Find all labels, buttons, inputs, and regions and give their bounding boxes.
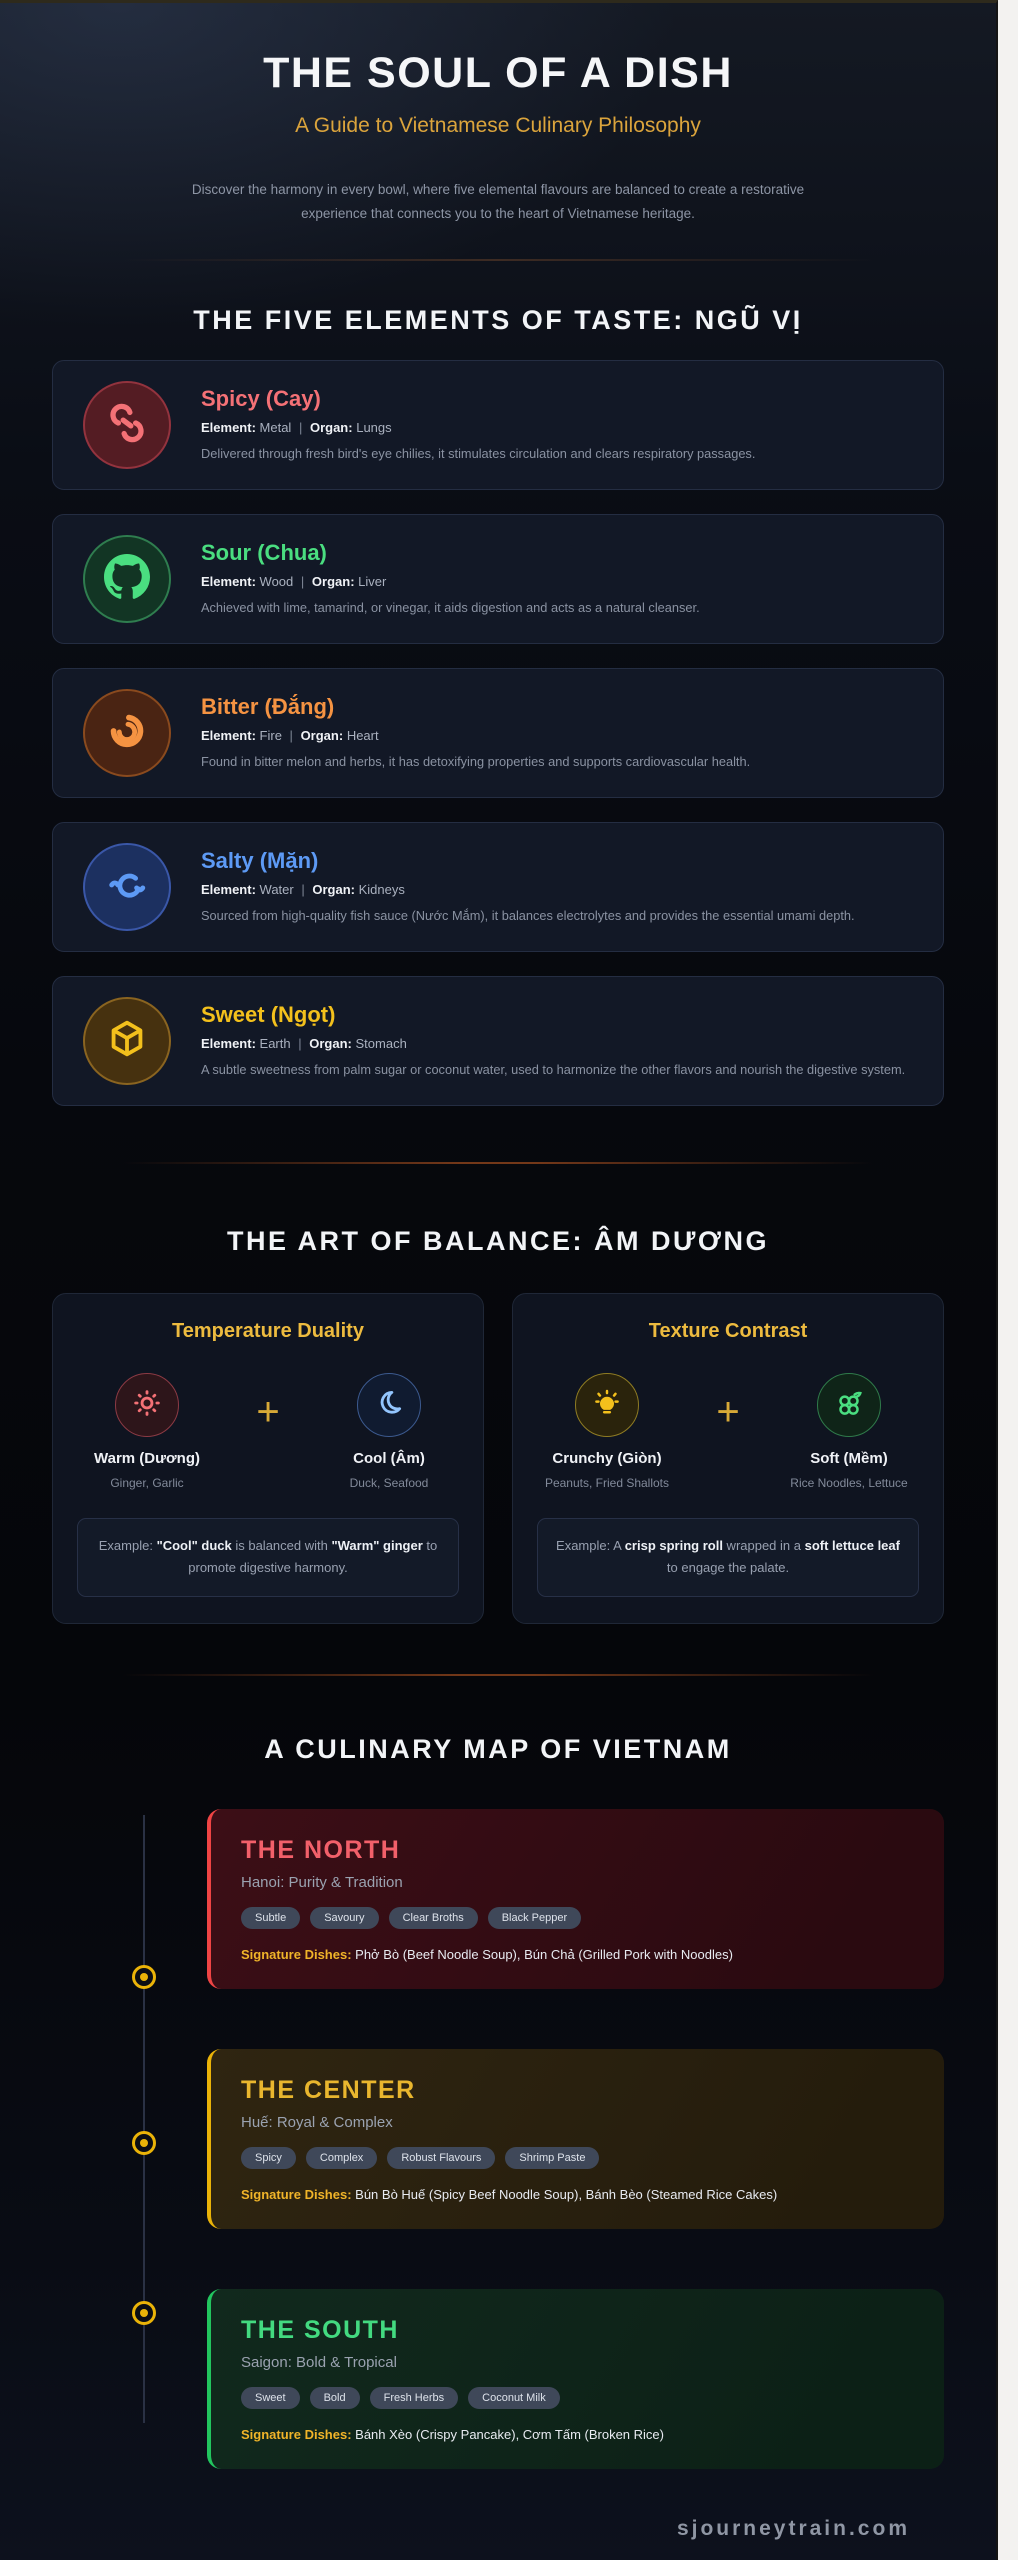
element-description: A subtle sweetness from palm sugar or coconut water, used to harmonize the other flavors and nourish the digestive system.	[201, 1062, 906, 1078]
element-name: Spicy (Cay)	[201, 386, 321, 412]
element-card-bitter	[52, 668, 944, 798]
sun-icon	[130, 1386, 164, 1425]
example-text: Example: A	[556, 1537, 625, 1553]
example-text: wrapped in a	[722, 1537, 805, 1553]
signature-dishes	[241, 2427, 914, 2442]
meta-separator: |	[298, 1036, 302, 1052]
element-name: Salty (Mặn)	[201, 848, 319, 874]
timeline-line	[143, 1815, 145, 2423]
balance-section	[52, 1226, 944, 1624]
warm-side	[81, 1373, 213, 1491]
example-bold: soft lettuce leaf	[804, 1537, 900, 1553]
sweet-badge	[83, 997, 171, 1085]
tag: Spicy	[241, 2147, 296, 2169]
organ-value: Heart	[346, 728, 379, 744]
meta-separator: |	[300, 574, 305, 590]
section-divider	[122, 1162, 874, 1164]
element-card-salty	[52, 822, 944, 952]
bitter-badge	[83, 689, 171, 777]
element-value: Wood	[259, 574, 294, 590]
cool-side	[323, 1373, 455, 1491]
tag: Shrimp Paste	[505, 2147, 599, 2169]
organ-label: Organ:	[300, 728, 344, 744]
soft-label: Soft (Mềm)	[810, 1450, 888, 1468]
element-meta	[201, 1036, 905, 1051]
moon-icon	[372, 1386, 406, 1425]
signature-dishes	[241, 1947, 914, 1962]
cool-sub: Duck, Seafood	[349, 1475, 429, 1490]
region-name: THE NORTH	[241, 1836, 401, 1865]
organ-label: Organ:	[309, 420, 353, 436]
salty-badge	[83, 843, 171, 931]
timeline-marker-center	[132, 2131, 156, 2155]
wave-icon	[104, 862, 150, 913]
crunchy-label: Crunchy (Giòn)	[552, 1450, 662, 1468]
element-label: Element:	[201, 574, 256, 590]
tag: Sweet	[241, 2387, 300, 2409]
signature-label: Signature Dishes:	[241, 2427, 352, 2443]
element-meta	[201, 728, 750, 743]
spicy-badge	[83, 381, 171, 469]
tag: Complex	[306, 2147, 377, 2169]
signature-value: Bún Bò Huế (Spicy Beef Noodle Soup), Bánh Bèo (Steamed Rice Cakes)	[355, 2187, 778, 2203]
balance-card-title: Texture Contrast	[648, 1320, 808, 1343]
region-tags	[241, 2387, 914, 2409]
meta-separator: |	[289, 728, 293, 744]
region-card-north	[207, 1809, 944, 1989]
tag: Coconut Milk	[468, 2387, 560, 2409]
example-text: to promote digestive harmony.	[188, 1537, 438, 1576]
organ-value: Liver	[358, 574, 387, 590]
region-name: THE CENTER	[241, 2076, 416, 2105]
hero-section	[52, 3, 944, 225]
temperature-duality-card	[52, 1293, 484, 1624]
texture-contrast-card	[512, 1293, 944, 1624]
timeline-marker-south	[132, 2301, 156, 2325]
example-bold: "Warm" ginger	[331, 1537, 423, 1553]
region-timeline	[52, 1809, 944, 2469]
element-label: Element:	[201, 1036, 256, 1052]
element-name: Sweet (Ngọt)	[201, 1002, 336, 1028]
organ-label: Organ:	[312, 882, 355, 898]
culinary-map-section	[52, 1734, 944, 2541]
region-subtitle: Huế: Royal & Complex	[241, 2114, 393, 2132]
timeline-marker-north	[132, 1965, 156, 1989]
element-name: Bitter (Đắng)	[201, 694, 335, 720]
cube-icon	[104, 1016, 150, 1067]
lightbulb-rays-icon	[590, 1386, 624, 1425]
region-card-center	[207, 2049, 944, 2229]
five-elements-section	[52, 305, 944, 1106]
soft-circle	[817, 1373, 881, 1437]
element-label: Element:	[201, 420, 256, 436]
region-subtitle: Hanoi: Purity & Tradition	[241, 1874, 403, 1892]
region-tags	[241, 1907, 914, 1929]
berries-icon	[832, 1386, 866, 1425]
section-divider	[122, 259, 874, 261]
signature-label: Signature Dishes:	[241, 2187, 352, 2203]
element-value: Water	[259, 882, 294, 898]
section-divider	[122, 1674, 874, 1676]
swirl-icon	[104, 708, 150, 759]
region-subtitle: Saigon: Bold & Tropical	[241, 2354, 397, 2372]
signature-value: Bánh Xèo (Crispy Pancake), Cơm Tấm (Broken Rice)	[355, 2427, 664, 2443]
tag: Clear Broths	[389, 1907, 478, 1929]
element-label: Element:	[201, 882, 256, 898]
texture-example	[537, 1518, 919, 1598]
example-text: is balanced with	[231, 1537, 332, 1553]
element-value: Fire	[259, 728, 282, 744]
element-description: Achieved with lime, tamarind, or vinegar, it aids digestion and acts as a natural cleanser.	[201, 600, 700, 616]
element-value: Earth	[259, 1036, 291, 1052]
example-text: to engage the palate.	[666, 1560, 790, 1576]
element-meta	[201, 882, 855, 897]
element-card-sweet	[52, 976, 944, 1106]
five-elements-heading: THE FIVE ELEMENTS OF TASTE: NGŨ VỊ	[193, 305, 803, 336]
organ-label: Organ:	[309, 1036, 352, 1052]
plus-sign: +	[716, 1389, 740, 1434]
element-label: Element:	[201, 728, 256, 744]
balance-card-title: Temperature Duality	[172, 1320, 364, 1343]
example-bold: "Cool" duck	[156, 1537, 232, 1553]
region-tags	[241, 2147, 914, 2169]
tag: Bold	[310, 2387, 360, 2409]
sour-badge	[83, 535, 171, 623]
tag: Subtle	[241, 1907, 300, 1929]
cool-label: Cool (Âm)	[353, 1450, 425, 1468]
watermark: sjourneytrain.com	[676, 2517, 910, 2541]
soft-sub: Rice Noodles, Lettuce	[790, 1475, 908, 1490]
culinary-map-heading: A CULINARY MAP OF VIETNAM	[264, 1734, 732, 1765]
tag: Fresh Herbs	[370, 2387, 459, 2409]
element-card-spicy	[52, 360, 944, 490]
plus-sign: +	[256, 1389, 280, 1434]
page-subtitle: A Guide to Vietnamese Culinary Philosophy	[295, 114, 701, 137]
element-value: Metal	[259, 420, 292, 436]
crunchy-circle	[575, 1373, 639, 1437]
signature-value: Phở Bò (Beef Noodle Soup), Bún Chả (Grilled Pork with Noodles)	[355, 1947, 733, 1963]
octocat-lime-icon	[104, 554, 150, 605]
temperature-example	[77, 1518, 459, 1598]
page-title: THE SOUL OF A DISH	[263, 49, 733, 97]
meta-separator: |	[301, 882, 305, 898]
soft-side	[783, 1373, 915, 1491]
warm-label: Warm (Dương)	[94, 1450, 200, 1468]
element-meta	[201, 574, 700, 589]
organ-value: Stomach	[355, 1036, 407, 1052]
organ-label: Organ:	[311, 574, 355, 590]
balance-heading: THE ART OF BALANCE: ÂM DƯƠNG	[227, 1226, 769, 1257]
example-bold: crisp spring roll	[624, 1537, 723, 1553]
region-name: THE SOUTH	[241, 2316, 399, 2345]
element-description: Sourced from high-quality fish sauce (Nước Mắm), it balances electrolytes and provides the essential umami depth.	[201, 908, 855, 924]
element-description: Delivered through fresh bird's eye chilies, it stimulates circulation and clears respiratory passages.	[201, 446, 756, 462]
element-name: Sour (Chua)	[201, 540, 327, 566]
tag: Robust Flavours	[387, 2147, 495, 2169]
warm-circle	[115, 1373, 179, 1437]
element-description: Found in bitter melon and herbs, it has detoxifying properties and supports cardiovascular health.	[201, 754, 751, 770]
region-card-south	[207, 2289, 944, 2469]
element-card-sour	[52, 514, 944, 644]
intro-paragraph: Discover the harmony in every bowl, where five elemental flavours are balanced to create a restorative experience that connects you to the heart of Vietnamese heritage.	[191, 182, 805, 221]
meta-separator: |	[298, 420, 303, 436]
tag: Savoury	[310, 1907, 378, 1929]
organ-value: Kidneys	[358, 882, 405, 898]
organ-value: Lungs	[356, 420, 392, 436]
tag: Black Pepper	[488, 1907, 581, 1929]
element-meta	[201, 420, 755, 435]
warm-sub: Ginger, Garlic	[110, 1475, 184, 1490]
example-text: Example:	[98, 1537, 157, 1553]
signature-label: Signature Dishes:	[241, 1947, 352, 1963]
cool-circle	[357, 1373, 421, 1437]
chili-links-icon	[104, 400, 150, 451]
signature-dishes	[241, 2187, 914, 2202]
crunchy-side	[541, 1373, 673, 1491]
crunchy-sub: Peanuts, Fried Shallots	[544, 1475, 670, 1490]
